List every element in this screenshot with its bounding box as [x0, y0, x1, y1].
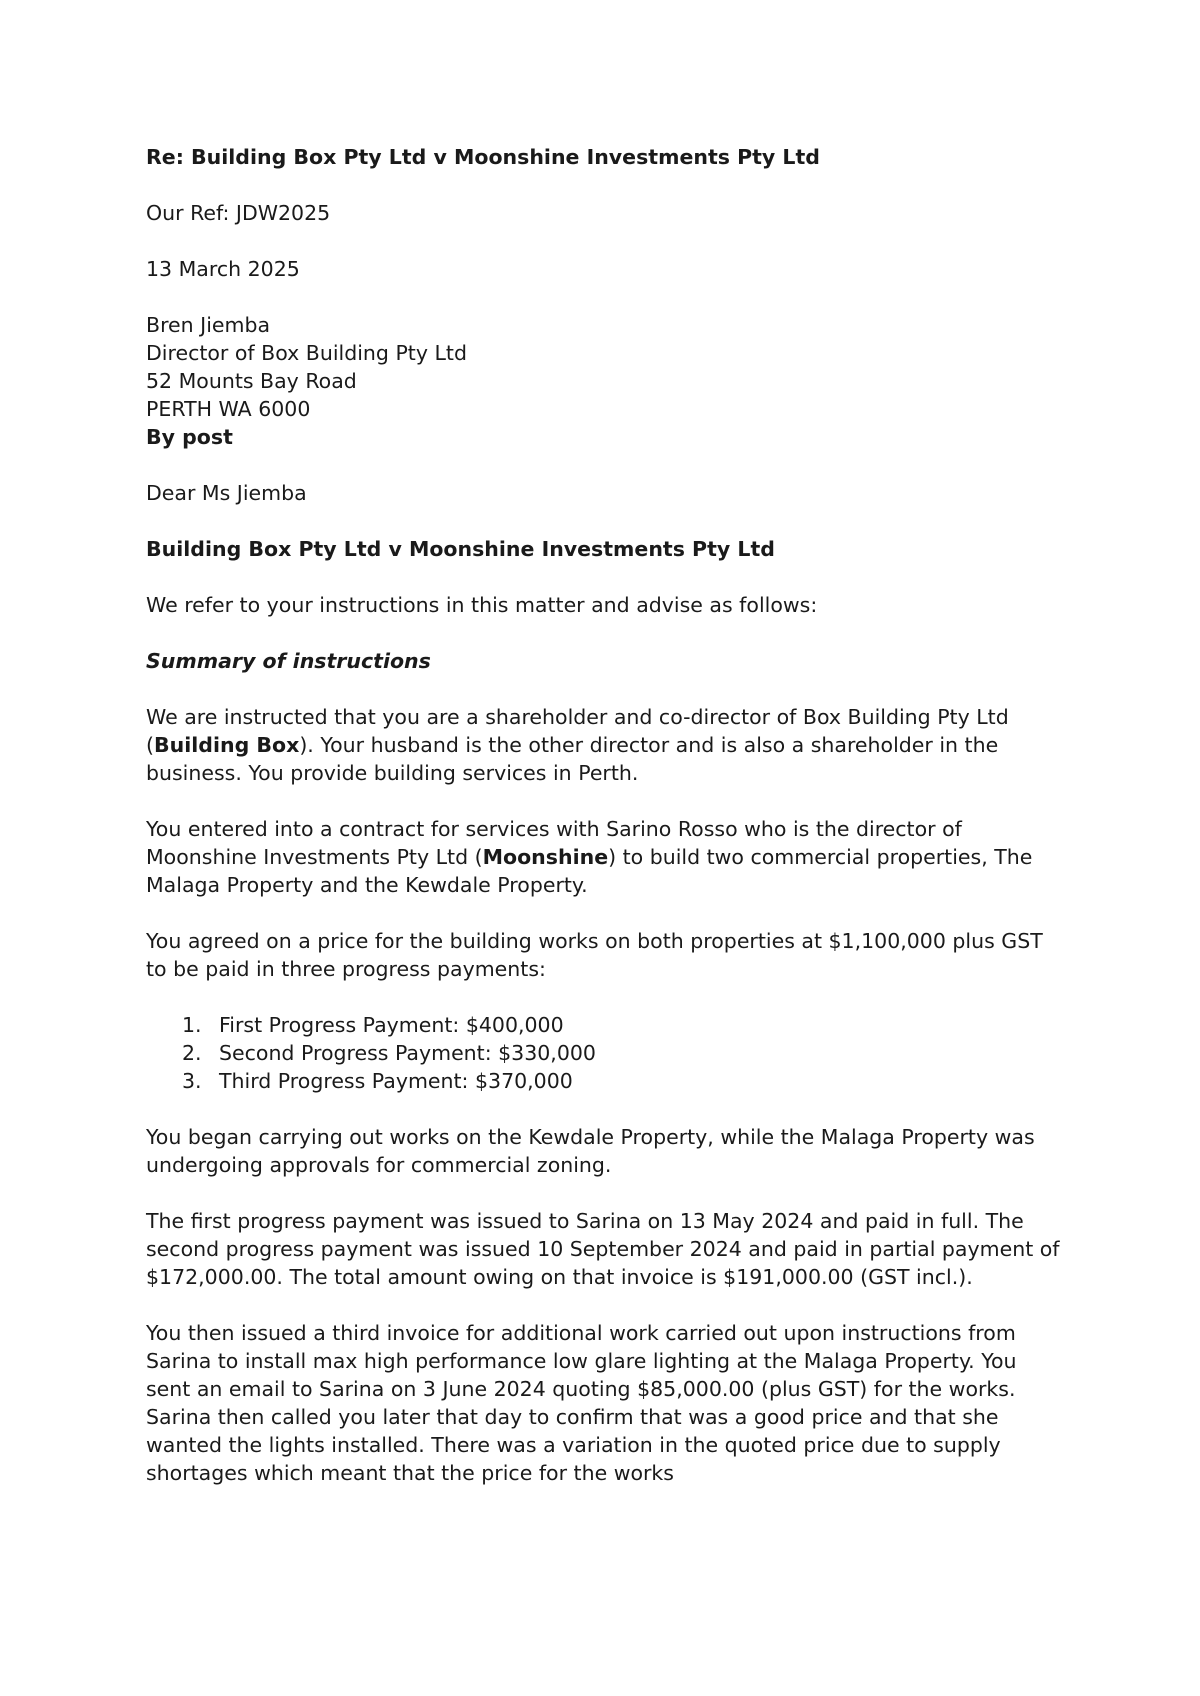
- section-heading: Summary of instructions: [146, 649, 431, 673]
- list-number: 2.: [182, 1041, 202, 1065]
- recipient-name: Bren Jiemba: [146, 313, 271, 337]
- list-item: [146, 1039, 1066, 1067]
- paragraph-instructions: [146, 703, 1066, 787]
- paragraph-text: ). Your husband is the other director and is also a shareholder in the business. You provide building services in Perth.: [146, 733, 999, 785]
- list-text: Second Progress Payment: $330,000: [219, 1041, 596, 1065]
- defined-term: Building Box: [154, 733, 300, 757]
- list-text: First Progress Payment: $400,000: [219, 1013, 564, 1037]
- recipient-address: [146, 311, 1066, 451]
- recipient-city: PERTH WA 6000: [146, 397, 311, 421]
- paragraph-text: We are instructed that you are a shareholder and co-director of Box Building Pty Ltd (: [146, 705, 1009, 757]
- list-number: 1.: [182, 1013, 202, 1037]
- list-text: Third Progress Payment: $370,000: [219, 1069, 573, 1093]
- paragraph-contract: [146, 815, 1066, 899]
- re-line: Re: Building Box Pty Ltd v Moonshine Investments Pty Ltd: [146, 145, 820, 169]
- paragraph-works: You began carrying out works on the Kewdale Property, while the Malaga Property was undergoing approvals for commercial zoning.: [146, 1125, 1035, 1177]
- paragraph-invoice: You then issued a third invoice for additional work carried out upon instructions from Sarina to install max high performance low glare lighting at the Malaga Property. You sent an email to Sarina on 3 June 2024 quoting $85,000.00 (plus GST) for the works. Sarina then called you later that day to confirm that was a good price and that she wanted the lights installed. There was a variation in the quoted price due to supply shortages which meant that the price for the works: [146, 1321, 1017, 1485]
- delivery-method: By post: [146, 425, 233, 449]
- letter-body: [146, 143, 1066, 1515]
- list-item: [146, 1011, 1066, 1039]
- letter-date: 13 March 2025: [146, 257, 300, 281]
- list-number: 3.: [182, 1069, 202, 1093]
- recipient-title: Director of Box Building Pty Ltd: [146, 341, 467, 365]
- salutation: Dear Ms Jiemba: [146, 481, 307, 505]
- defined-term: Moonshine: [482, 845, 609, 869]
- intro-paragraph: We refer to your instructions in this matter and advise as follows:: [146, 593, 818, 617]
- payments-list: [146, 1011, 1066, 1095]
- paragraph-price: You agreed on a price for the building works on both properties at $1,100,000 plus GST to be paid in three progress payments:: [146, 929, 1043, 981]
- paragraph-text: ) to build two commercial properties, The Malaga Property and the Kewdale Property.: [146, 845, 1033, 897]
- paragraph-text: You entered into a contract for services with Sarino Rosso who is the director of Moonshine Investments Pty Ltd (: [146, 817, 962, 869]
- paragraph-payments: The first progress payment was issued to Sarina on 13 May 2024 and paid in full. The second progress payment was issued 10 September 2024 and paid in partial payment of $172,000.00. The total amount owing on that invoice is $191,000.00 (GST incl.).: [146, 1209, 1060, 1289]
- our-reference: Our Ref: JDW2025: [146, 201, 331, 225]
- list-item: [146, 1067, 1066, 1095]
- recipient-street: 52 Mounts Bay Road: [146, 369, 357, 393]
- matter-heading: Building Box Pty Ltd v Moonshine Investments Pty Ltd: [146, 537, 775, 561]
